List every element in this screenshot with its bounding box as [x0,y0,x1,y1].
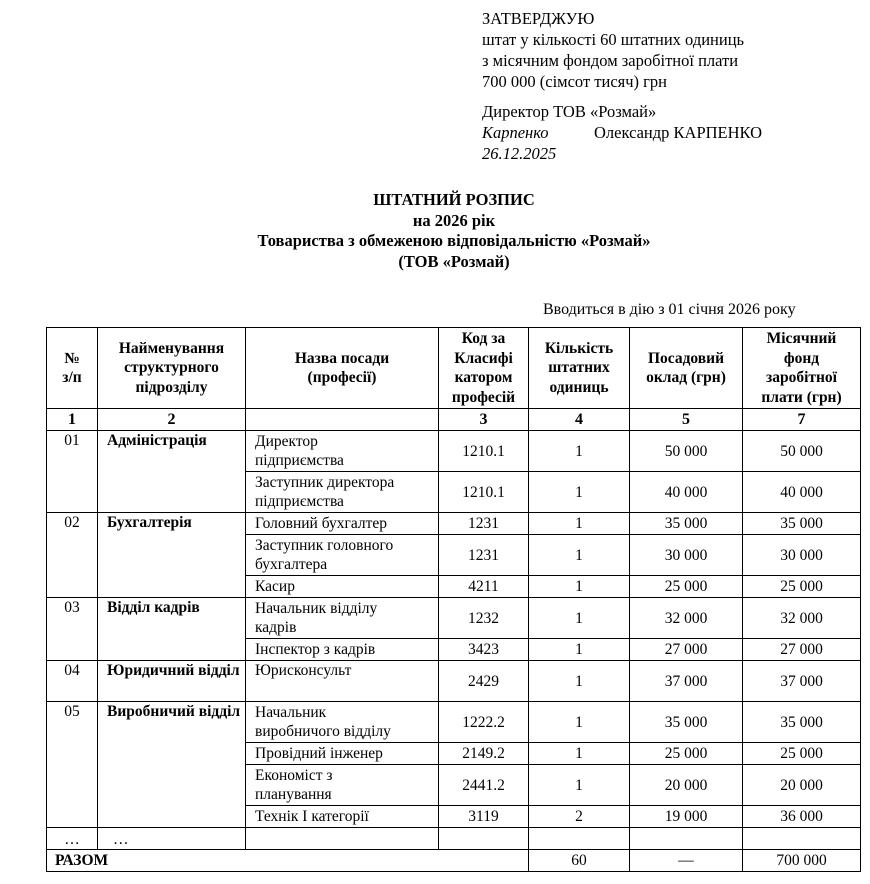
position-code: 1210.1 [439,431,529,472]
position-title: Головний бухгалтер [246,513,439,535]
col-number: 2 [98,409,246,431]
position-salary: 35 000 [630,513,743,535]
col-number: 7 [743,409,861,431]
total-label: РАЗОМ [47,850,529,872]
position-fund: 30 000 [743,535,861,576]
position-title: Начальник відділу кадрів [246,598,439,639]
position-code: 3119 [439,806,529,828]
position-count: 1 [529,535,630,576]
empty-cell [529,828,630,850]
dept-num: 01 [47,431,98,513]
total-salary: — [630,850,743,872]
signer-name: Олександр КАРПЕНКО [594,123,763,142]
approval-heading: ЗАТВЕРДЖУЮ [482,9,595,28]
position-fund: 25 000 [743,743,861,765]
approval-date: 26.12.2025 [482,144,557,163]
position-count: 1 [529,472,630,513]
col-number: 1 [47,409,98,431]
position-title: Касир [246,576,439,598]
dept-name: Відділ кадрів [98,598,246,661]
total-fund: 700 000 [743,850,861,872]
position-count: 1 [529,513,630,535]
position-code: 1231 [439,513,529,535]
header-row [47,328,861,409]
position-title: Інспектор з кадрів [246,639,439,661]
col-number: 4 [529,409,630,431]
position-title: Директор підприємства [246,431,439,472]
position-fund: 35 000 [743,513,861,535]
empty-cell [630,828,743,850]
position-title: Заступник директора підприємства [246,472,439,513]
document-title [0,190,870,272]
position-salary: 27 000 [630,639,743,661]
position-title: Юрисконсульт [246,661,439,702]
header-count: Кількість штатних одиниць [529,328,630,409]
dept-num: 05 [47,702,98,828]
position-count: 1 [529,661,630,702]
ellipsis-cell: … [98,828,246,850]
approver-position: Директор ТОВ «Розмай» [482,102,657,121]
approval-line: штат у кількості 60 штатних одиниць [482,30,745,49]
position-salary: 50 000 [630,431,743,472]
position-salary: 40 000 [630,472,743,513]
dept-name: Бухгалтерія [98,513,246,598]
dept-name: Юридичний відділ [98,661,246,702]
position-code: 1210.1 [439,472,529,513]
position-code: 1232 [439,598,529,639]
title-line: на 2026 рік [412,210,496,230]
position-code: 1222.2 [439,702,529,743]
position-count: 2 [529,806,630,828]
header-dept: Найменування структурного підрозділу [98,328,246,409]
dept-name: Адміністрація [98,431,246,513]
ellipsis-cell: … [47,828,98,850]
staffing-table [46,327,861,872]
ellipsis-row [47,828,861,850]
signature-row [482,122,762,143]
position-code: 1231 [439,535,529,576]
position-title: Економіст з планування [246,765,439,806]
position-salary: 37 000 [630,661,743,702]
position-count: 1 [529,576,630,598]
position-fund: 25 000 [743,576,861,598]
position-title: Технік I категорії [246,806,439,828]
empty-cell [246,828,439,850]
dept-name: Виробничий відділ [98,702,246,828]
position-fund: 50 000 [743,431,861,472]
header-fund: Місячний фонд заробітної плати (грн) [743,328,861,409]
header-salary: Посадовий оклад (грн) [630,328,743,409]
position-title: Начальник виробничого відділу [246,702,439,743]
position-salary: 35 000 [630,702,743,743]
position-salary: 25 000 [630,743,743,765]
empty-cell [439,828,529,850]
table-row [47,513,861,535]
position-title: Заступник головного бухгалтера [246,535,439,576]
position-title: Провідний інженер [246,743,439,765]
total-count: 60 [529,850,630,872]
position-code: 2441.2 [439,765,529,806]
position-code: 3423 [439,639,529,661]
position-fund: 20 000 [743,765,861,806]
col-number: 3 [439,409,529,431]
position-salary: 30 000 [630,535,743,576]
position-count: 1 [529,765,630,806]
effective-date-note: Вводиться в дію з 01 січня 2026 року [543,301,796,318]
position-fund: 40 000 [743,472,861,513]
table-row [47,702,861,743]
signature: Карпенко [482,123,549,142]
header-code: Код за Класифі катором професій [439,328,529,409]
position-fund: 36 000 [743,806,861,828]
total-row [47,850,861,872]
table-row [47,598,861,639]
table-row [47,431,861,472]
empty-cell [743,828,861,850]
position-count: 1 [529,702,630,743]
position-code: 4211 [439,576,529,598]
column-number-row [47,409,861,431]
header-num: № з/п [47,328,98,409]
title-line: ШТАТНИЙ РОЗПИС [373,190,535,209]
approval-line: 700 000 (сімсот тисяч) грн [482,72,668,91]
header-position: Назва посади (професії) [246,328,439,409]
col-number [246,409,439,431]
position-count: 1 [529,639,630,661]
position-count: 1 [529,743,630,765]
dept-num: 04 [47,661,98,702]
table-row [47,661,861,702]
approval-line: з місячним фондом заробітної плати [482,51,739,70]
dept-num: 02 [47,513,98,598]
position-fund: 27 000 [743,639,861,661]
position-fund: 37 000 [743,661,861,702]
title-line: Товариства з обмеженою відповідальністю «Розмай» [257,231,651,250]
position-count: 1 [529,598,630,639]
position-code: 2429 [439,661,529,702]
position-code: 2149.2 [439,743,529,765]
approval-block [482,8,762,164]
position-salary: 19 000 [630,806,743,828]
title-line: (ТОВ «Розмай) [398,251,510,271]
position-fund: 35 000 [743,702,861,743]
position-count: 1 [529,431,630,472]
position-salary: 20 000 [630,765,743,806]
col-number: 5 [630,409,743,431]
position-salary: 32 000 [630,598,743,639]
position-fund: 32 000 [743,598,861,639]
position-salary: 25 000 [630,576,743,598]
dept-num: 03 [47,598,98,661]
